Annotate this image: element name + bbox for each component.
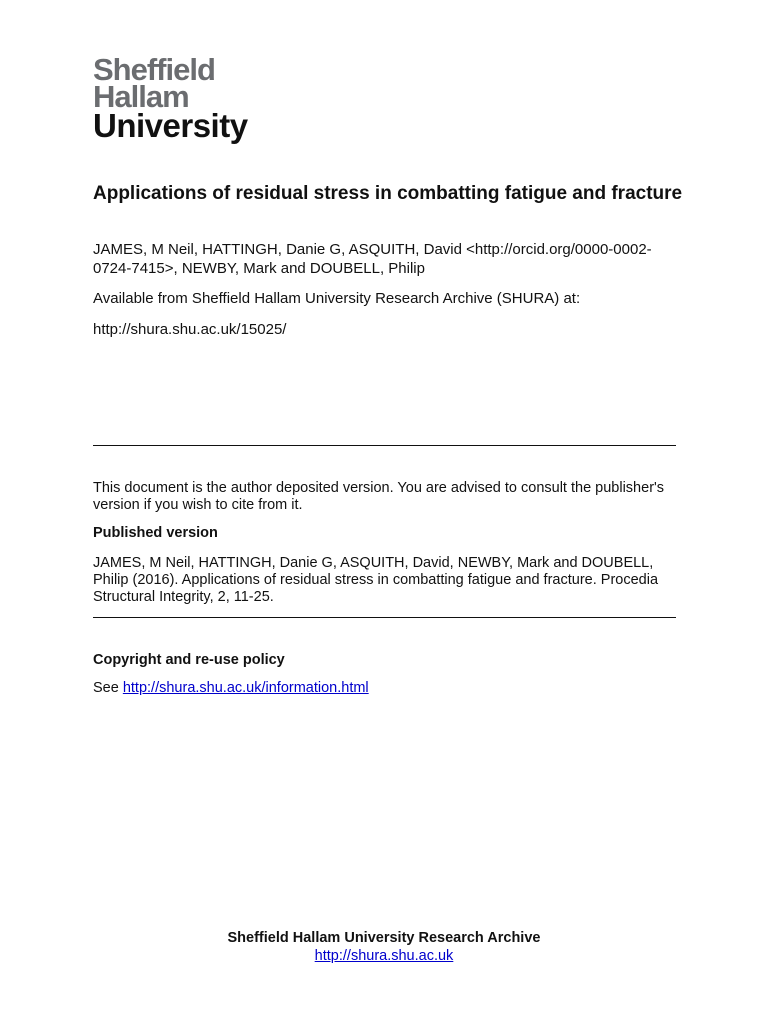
divider (93, 445, 676, 446)
policy-line (93, 680, 369, 697)
logo-line-university: University (93, 107, 248, 144)
deposit-notice: This document is the author deposited version. You are advised to consult the publisher's version if you wish to cite from it. (93, 480, 665, 513)
logo-line-sheffield: Sheffield (93, 52, 215, 87)
footer-title: Sheffield Hallam University Research Archive (227, 930, 541, 946)
footer-archive-link[interactable]: http://shura.shu.ac.uk (314, 948, 454, 964)
policy-link[interactable]: http://shura.shu.ac.uk/information.html (122, 680, 369, 696)
record-url: http://shura.shu.ac.uk/15025/ (93, 321, 287, 338)
availability-statement: Available from Sheffield Hallam University Research Archive (SHURA) at: (93, 290, 581, 307)
published-version-heading: Published version (93, 525, 218, 541)
logo-line-hallam: Hallam (93, 79, 189, 114)
copyright-heading: Copyright and re-use policy (93, 652, 285, 668)
citation-text: JAMES, M Neil, HATTINGH, Danie G, ASQUITH, David, NEWBY, Mark and DOUBELL, Philip (2016). Applications of residual stress in combatting fatigue and fracture. Procedia Structural Integrity, 2, 11-25. (93, 555, 659, 605)
document-title: Applications of residual stress in combatting fatigue and fracture (93, 183, 683, 204)
university-logo (93, 52, 268, 144)
footer (0, 930, 768, 965)
author-list: JAMES, M Neil, HATTINGH, Danie G, ASQUITH, David <http://orcid.org/0000-0002-0724-7415>, NEWBY, Mark and DOUBELL, Philip (93, 241, 652, 277)
divider (93, 617, 676, 618)
policy-prefix: See (93, 680, 123, 696)
